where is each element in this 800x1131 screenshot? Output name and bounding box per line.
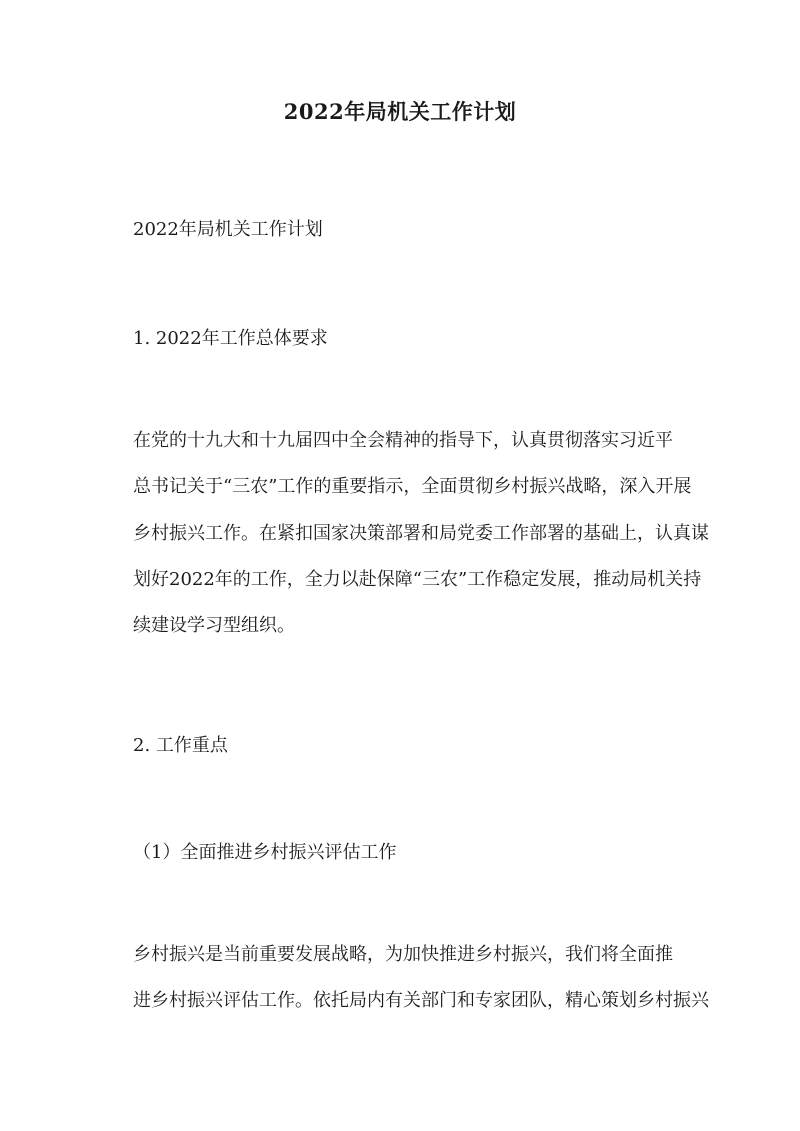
paragraph-line: 在党的十九大和十九届四中全会精神的指导下，认真贯彻落实习近平 xyxy=(133,430,673,451)
rural-revitalization-paragraph xyxy=(133,932,709,1025)
paragraph-line: 乡村振兴工作。在紧扣国家决策部署和局党委工作部署的基础上，认真谋 xyxy=(133,522,709,544)
document-subtitle: 2022年局机关工作计划 xyxy=(133,219,323,240)
overall-requirements-paragraph xyxy=(133,418,709,649)
subsection-heading-rural-revitalization: （1）全面推进乡村振兴评估工作 xyxy=(133,842,397,863)
paragraph-line: 进乡村振兴评估工作。依托局内有关部门和专家团队，精心策划乡村振兴 xyxy=(133,990,709,1012)
paragraph-line: 划好2022年的工作，全力以赴保障“三农”工作稳定发展，推动局机关持 xyxy=(133,568,702,590)
paragraph-line: 续建设学习型组织。 xyxy=(133,615,295,637)
paragraph-line: 总书记关于“三农”工作的重要指示，全面贯彻乡村振兴战略，深入开展 xyxy=(133,476,692,498)
section-heading-work-priorities: 2. 工作重点 xyxy=(133,735,228,756)
paragraph-line: 乡村振兴是当前重要发展战略，为加快推进乡村振兴，我们将全面推 xyxy=(133,944,673,965)
section-heading-overall-requirements: 1. 2022年工作总体要求 xyxy=(133,328,328,349)
document-title: 2022年局机关工作计划 xyxy=(283,99,517,124)
